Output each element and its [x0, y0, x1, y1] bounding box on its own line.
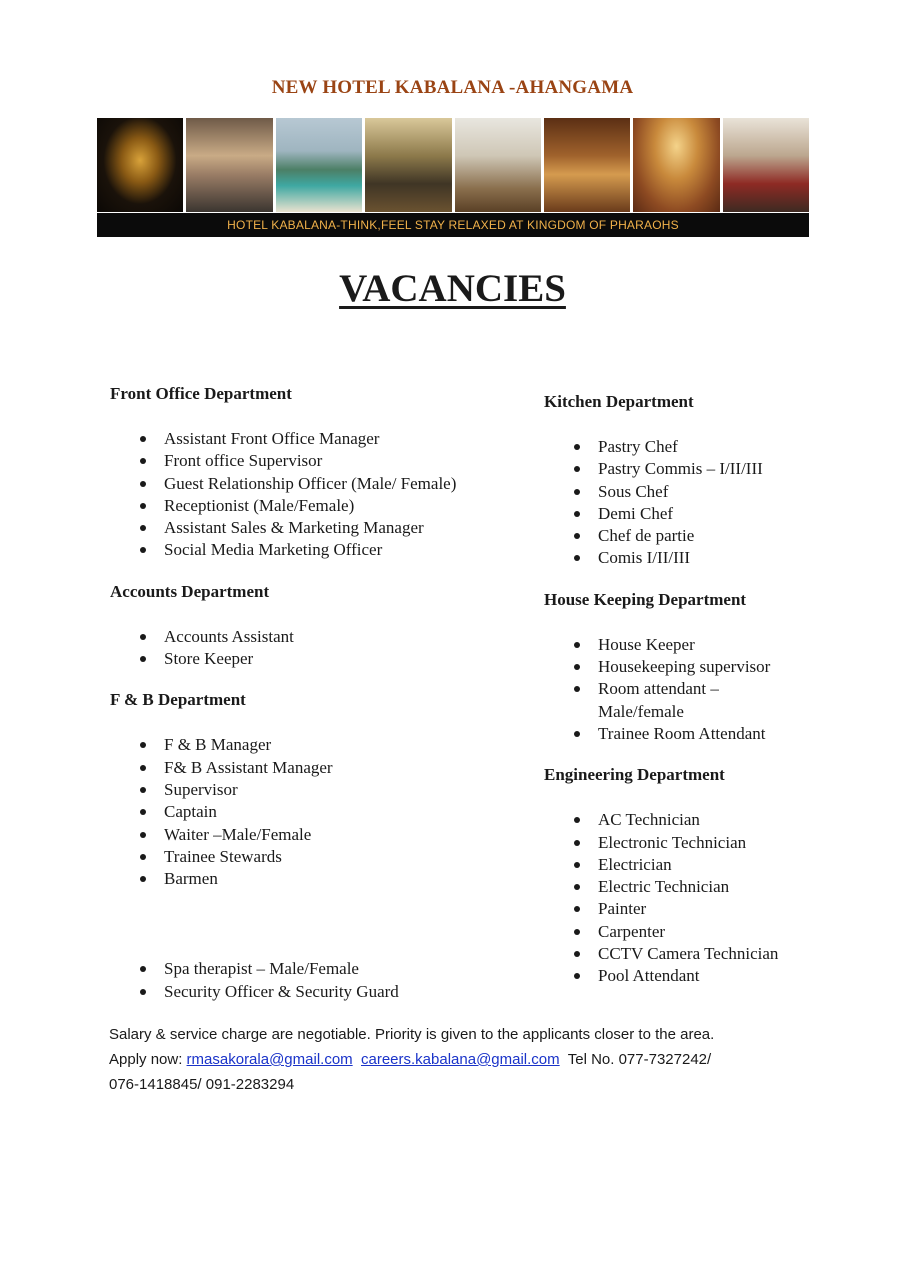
list-item: Chef de partie [598, 525, 874, 547]
fb-heading: F & B Department [110, 690, 246, 710]
telephone-numbers-continued: 076-1418845/ 091-2283294 [109, 1076, 295, 1093]
housekeeping-heading: House Keeping Department [544, 589, 747, 609]
accounts-heading: Accounts Department [110, 581, 270, 601]
list-item: Room attendant – Male/female [598, 678, 808, 723]
list-item: Painter [598, 898, 874, 920]
telephone-numbers: Tel No. 077-7327242/ [567, 1051, 712, 1068]
kitchen-list [544, 436, 874, 570]
accounts-list [110, 626, 530, 671]
other-list [110, 958, 530, 1003]
kitchen-heading: Kitchen Department [544, 392, 694, 411]
list-item: CCTV Camera Technician [598, 943, 874, 965]
list-item: Assistant Front Office Manager [164, 428, 530, 450]
housekeeping-list [544, 634, 808, 745]
list-item: Spa therapist – Male/Female [164, 958, 530, 980]
list-item: Housekeeping supervisor [598, 656, 808, 678]
lobby-photo [365, 118, 451, 212]
front-office-list [110, 428, 530, 562]
list-item: Trainee Room Attendant [598, 723, 808, 745]
list-item: F & B Manager [164, 734, 530, 756]
list-item: Pastry Commis – I/II/III [598, 458, 874, 480]
list-item: Accounts Assistant [164, 626, 530, 648]
coastline-photo [276, 118, 362, 212]
list-item: Assistant Sales & Marketing Manager [164, 517, 530, 539]
list-item: Receptionist (Male/Female) [164, 495, 530, 517]
tagline-banner: HOTEL KABALANA-THINK,FEEL STAY RELAXED AT KINGDOM OF PHARAOHS [97, 213, 809, 237]
list-item: Front office Supervisor [164, 450, 530, 472]
photo-strip [97, 118, 809, 212]
bedroom-photo [455, 118, 541, 212]
list-item: Supervisor [164, 779, 530, 801]
list-item: Social Media Marketing Officer [164, 539, 530, 561]
footer [109, 1022, 829, 1097]
list-item: F& B Assistant Manager [164, 757, 530, 779]
page-title [0, 266, 905, 311]
list-item: Captain [164, 801, 530, 823]
email-link-rmasakorala[interactable]: rmasakorala@gmail.com [186, 1051, 353, 1068]
left-column [110, 384, 530, 1023]
right-column [544, 392, 874, 1008]
engineering-heading: Engineering Department [544, 765, 725, 785]
email-link-careers[interactable]: careers.kabalana@gmail.com [361, 1051, 560, 1068]
restaurant-photo [544, 118, 630, 212]
engineering-list [544, 809, 874, 987]
list-item: Security Officer & Security Guard [164, 981, 530, 1003]
list-item: Barmen [164, 868, 530, 890]
front-office-heading: Front Office Department [110, 384, 292, 403]
hotel-name: NEW HOTEL KABALANA -AHANGAMA [271, 77, 634, 98]
salary-note: Salary & service charge are negotiable. Priority is given to the applicants closer to the area. [109, 1026, 715, 1043]
list-item: Electrician [598, 854, 874, 876]
apply-label: Apply now: [109, 1051, 183, 1068]
list-item: Store Keeper [164, 648, 530, 670]
list-item: House Keeper [598, 634, 808, 656]
page-title-text: VACANCIES [339, 267, 566, 310]
hall-photo [633, 118, 719, 212]
list-item: Carpenter [598, 921, 874, 943]
list-item: Electric Technician [598, 876, 874, 898]
list-item: Trainee Stewards [164, 846, 530, 868]
fb-list [110, 734, 530, 890]
pharaoh-photo [97, 118, 183, 212]
list-item: Pastry Chef [598, 436, 874, 458]
list-item: Comis I/II/III [598, 547, 874, 569]
list-item: Guest Relationship Officer (Male/ Female) [164, 473, 530, 495]
list-item: Pool Attendant [598, 965, 874, 987]
list-item: Waiter –Male/Female [164, 824, 530, 846]
sunset-beach-photo [186, 118, 272, 212]
list-item: Demi Chef [598, 503, 874, 525]
buffet-photo [723, 118, 809, 212]
list-item: Electronic Technician [598, 832, 874, 854]
apply-line [109, 1047, 829, 1072]
list-item: Sous Chef [598, 481, 874, 503]
list-item: AC Technician [598, 809, 874, 831]
